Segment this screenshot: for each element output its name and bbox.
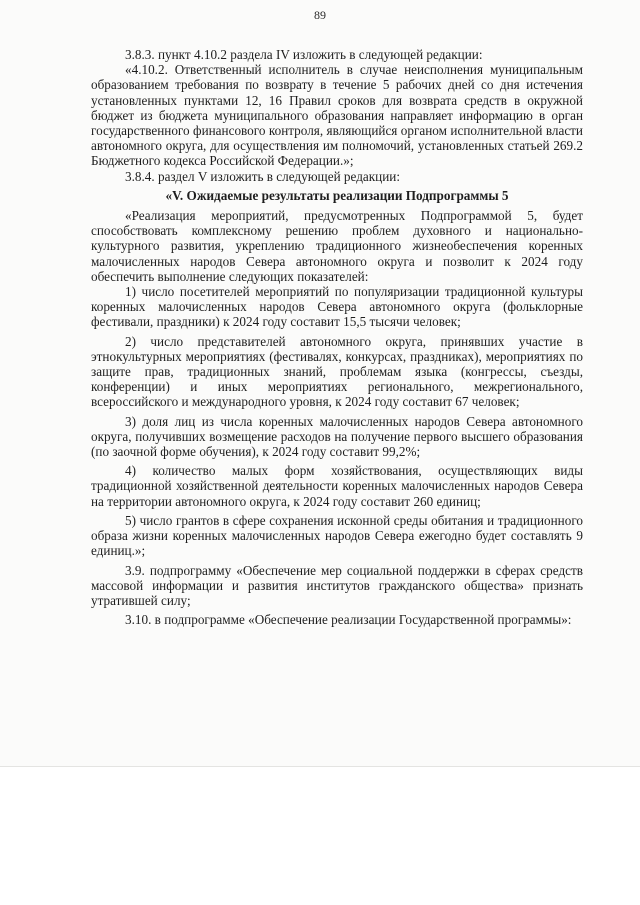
indicator-item-4: 4) количество малых форм хозяйствования, осуществляющих виды традиционной хозяйственной деятельности коренных малочисленных народов Севера на территории автономного округа, к 2024 году составит 260 единиц; [91,463,583,509]
section-heading: «V. Ожидаемые результаты реализации Подпрограммы 5 [165,187,509,203]
page-number: 89 [314,8,326,22]
paragraph-3-9: 3.9. подпрограмму «Обеспечение мер социальной поддержки в сферах средств массовой информации и развития институтов гражданского общества» признать утратившей силу; [91,562,583,608]
paragraph-3-8-3: 3.8.3. пункт 4.10.2 раздела IV изложить в следующей редакции: [125,47,483,62]
indicator-item-3: 3) доля лиц из числа коренных малочисленных народов Севера автономного округа, получивших возмещение расходов на получение первого высшего образования (по заочной форме обучения), к 2024 году составит 99,2%; [91,413,583,460]
paragraph-4-10-2-quote: «4.10.2. Ответственный исполнитель в случае неисполнения муниципальным образованием требования по возврату в течение 5 рабочих дней со дня истечения установленных пунктами 12, 16 Правил сроков для возврата средств в окружной бюджет из бюджета муниципального образования направляет информацию в орган государственного финансового контроля, являющийся органом исполнительной власти автономного округа, для осуществления им полномочий, установленных статьей 269.2 Бюджетного кодекса Российской Федерации.»; [91,62,583,169]
paragraph-3-10: 3.10. в подпрограмме «Обеспечение реализации Государственной программы»: [125,612,572,628]
indicator-item-1: 1) число посетителей мероприятий по популяризации традиционной культуры коренных малочисленных народов Севера автономного округа (фольклорные фестивали, праздники) к 2024 году составит 15,5 тысячи человек; [91,284,583,330]
indicator-item-2: 2) число представителей автономного округа, принявших участие в этнокультурных мероприятиях (фестивалях, конкурсах, праздниках), мероприятиях по защите прав, традиционных знаний, проблемам языка (конгрессы, съезды, конференции) и иных мероприятиях регионального, межрегионального, всероссийского и международного уровня, к 2024 году составит 67 человек; [91,333,583,410]
paragraph-3-8-4: 3.8.4. раздел V изложить в следующей редакции: [125,168,400,184]
paragraph-intro: «Реализация мероприятий, предусмотренных Подпрограммой 5, будет способствовать комплексному решению проблем духовного и национально-культурного развития, укреплению традиционного жизнеобеспечения коренных малочисленных народов Севера автономного округа и позволит к 2024 году обеспечить выполнение следующих показателей: [91,208,583,284]
document-body [91,47,583,627]
indicator-item-5: 5) число грантов в сфере сохранения исконной среды обитания и традиционного образа жизни коренных малочисленных народов Севера ежегодно будет составлять 9 единиц.»; [91,512,583,559]
